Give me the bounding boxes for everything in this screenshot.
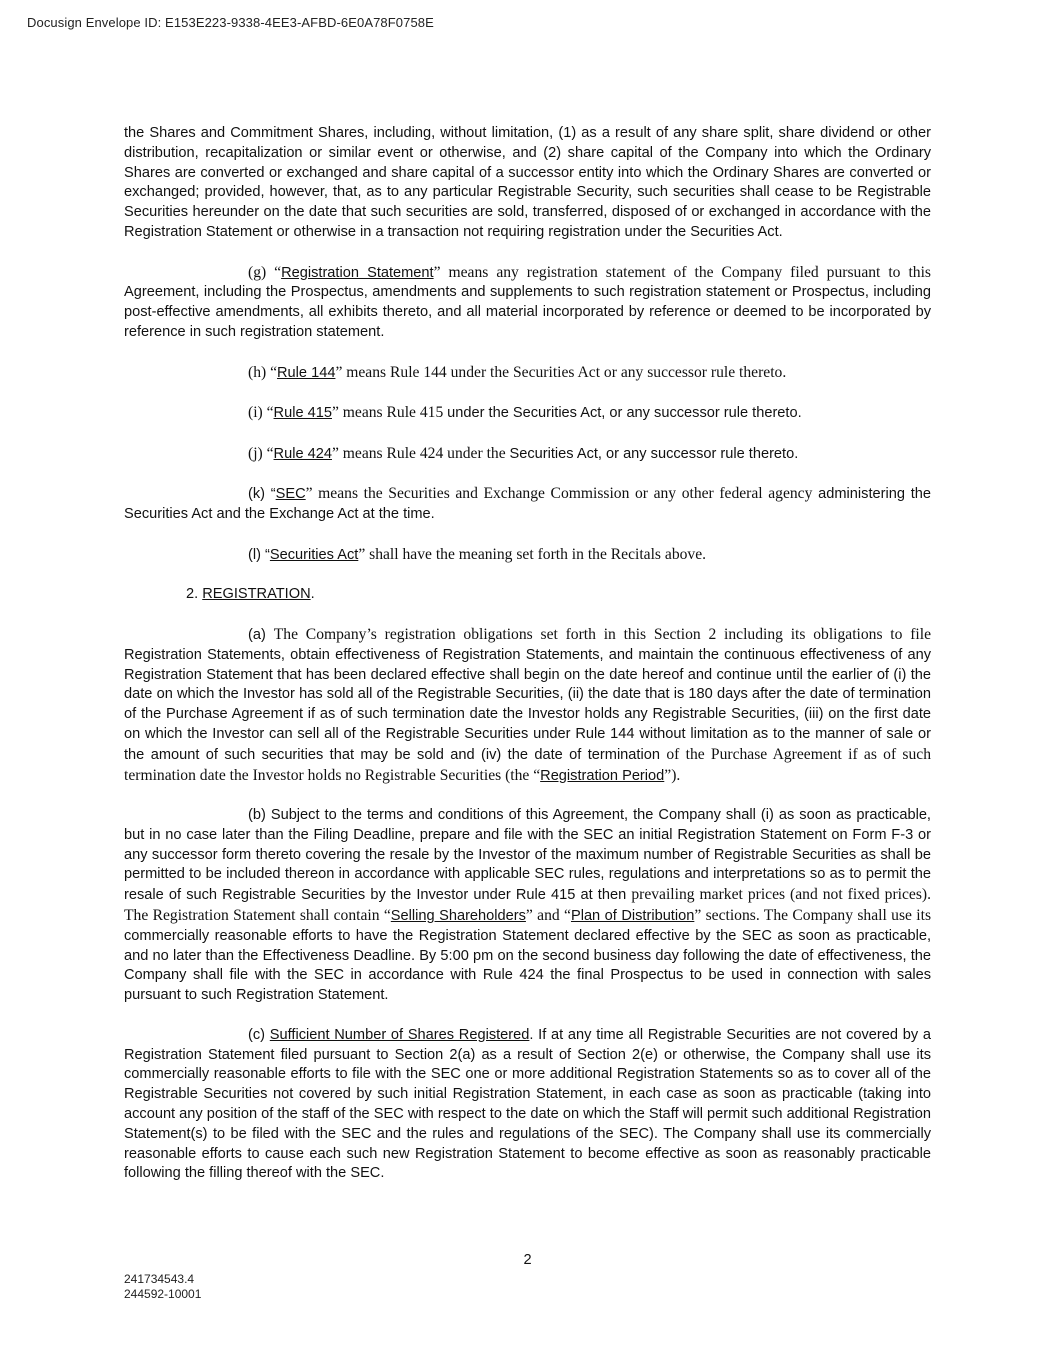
section-period: .	[310, 586, 315, 603]
paragraph-a	[124, 625, 931, 786]
definition-rule-144	[124, 363, 931, 384]
def-k-term: SEC	[275, 486, 306, 503]
para-b-serif-3: ” sections. The Company shall use its	[694, 907, 932, 925]
section-heading-registration	[124, 585, 931, 605]
para-b-serif-2: ” and “	[525, 907, 571, 925]
para-a-body: Registration Statements, obtain effectiveness of Registration Statements, and maintain the continuous effectiveness of any Registration Statement that has been declared effective shall begin on the date hereof and continue until the earlier of (i) the date on which the Investor has sold all of the Registrable Securities, (ii) the date that is 180 days after the date of termination of the Purchase Agreement if as of such termination date the Investor holds any Registrable Securities, (iii) on the first date on which the Investor can sell all of the Registrable Securities under Rule 144 without limitation as to the manner of sale or the amount of such securities that may be sold and (iv) the date of termination	[124, 646, 931, 763]
para-c-label: (c)	[248, 1026, 270, 1043]
def-j-serif-text: ” means Rule 424 under the	[331, 444, 510, 462]
paragraph-c	[124, 1026, 931, 1184]
def-g-prefix: (g) “	[248, 263, 282, 281]
para-b-serif-1: prevailing market prices (and not fixed prices). The Registration Statement shall contain “	[124, 886, 931, 925]
def-l-term: Securities Act	[269, 546, 359, 563]
document-id-1: 241734543.4	[124, 1272, 195, 1286]
def-i-serif-text: ” means Rule 415	[331, 404, 448, 422]
def-j-prefix: (j) “	[248, 444, 274, 462]
registration-period-term: Registration Period	[540, 767, 665, 784]
def-i-term: Rule 415	[273, 405, 332, 422]
para-b-label: (b)	[248, 807, 271, 824]
def-k-rest: administering the Securities Act and the Exchange Act at the time.	[124, 486, 931, 523]
para-a-serif-text: The Company’s registration obligations set forth in this Section 2 including its obligations to file	[273, 625, 931, 643]
def-h-term: Rule 144	[277, 364, 336, 381]
intro-paragraph: the Shares and Commitment Shares, including, without limitation, (1) as a result of any share split, share dividend or other distribution, recapitalization or similar event or otherwise, and (2) share capital of the Company into which the Ordinary Shares are converted or exchanged and share capital of a successor entity into which the Ordinary Shares are converted or exchanged; provided, however, that, as to any particular Registrable Security, such securities shall cease to be Registrable Securities hereunder on the date that such securities are sold, transferred, disposed of or exchanged in accordance with the Registration Statement or otherwise in a transaction not requiring registration under the Securities Act.	[124, 125, 931, 240]
para-a-label: (a)	[248, 626, 274, 643]
selling-shareholders-term: Selling Shareholders	[390, 908, 526, 925]
document-id-2: 244592-10001	[124, 1287, 202, 1301]
page-number: 2	[523, 1252, 532, 1268]
section-number: 2.	[186, 586, 203, 603]
def-k-prefix: (k) “	[248, 486, 276, 503]
document-ids	[124, 1272, 201, 1302]
paragraph-b	[124, 806, 931, 1006]
definition-securities-act	[124, 545, 931, 566]
def-j-sans-text: Securities Act, or any successor rule thereto.	[509, 445, 799, 462]
def-l-text: ” shall have the meaning set forth in the Recitals above.	[358, 545, 707, 563]
section-title: REGISTRATION	[202, 586, 311, 603]
def-g-serif-text: ” means any registration statement of the Company filed pursuant to this	[433, 263, 931, 281]
def-i-sans-text: under the Securities Act, or any successor rule thereto.	[447, 405, 802, 422]
plan-of-distribution-term: Plan of Distribution	[570, 908, 695, 925]
def-g-rest: Agreement, including the Prospectus, amendments and supplements to such registration statement or Prospectus, including post-effective amendments, all exhibits thereto, and all material incorporated by reference or deemed to be incorporated by reference in such registration statement.	[124, 284, 931, 340]
para-a-close: ”).	[664, 766, 681, 784]
definition-rule-424	[124, 444, 931, 465]
docusign-envelope-id: Docusign Envelope ID: E153E223-9338-4EE3-AFBD-6E0A78F0758E	[27, 15, 434, 30]
para-b-tail: commercially reasonable efforts to have the Registration Statement declared effective by the SEC as soon as practicable, and no later than the Effectiveness Deadline. By 5:00 pm on the second business day following the date of effectiveness, the Company shall file with the SEC in accordance with Rule 424 the final Prospectus to be used in connection with sales pursuant to such Registration Statement.	[124, 927, 931, 1004]
document-body	[124, 124, 931, 1184]
def-k-serif-text: ” means the Securities and Exchange Commission or any other federal agency	[305, 485, 813, 503]
definition-sec	[124, 484, 931, 525]
def-i-prefix: (i) “	[248, 404, 274, 422]
def-g-term: Registration Statement	[281, 264, 434, 281]
para-a-serif-tail: of the Purchase Agreement if as of such termination date the Investor holds no Registrable Securities (the “	[124, 745, 931, 784]
def-h-text: ” means Rule 144 under the Securities Act or any successor rule thereto.	[335, 363, 787, 381]
def-j-term: Rule 424	[273, 445, 332, 462]
definition-registration-statement	[124, 263, 931, 343]
definition-rule-415	[124, 403, 931, 424]
def-h-prefix: (h) “	[248, 363, 278, 381]
para-c-body: . If at any time all Registrable Securities are not covered by a Registration Statement filed pursuant to Section 2(a) as a result of Section 2(e) or otherwise, the Company shall use its commercially reasonable efforts to file with the SEC one or more additional Registration Statements so as to cover all of the Registrable Securities not covered by such initial Registration Statement, in each case as soon as practicable (taking into account any position of the staff of the SEC with respect to the date on which the Staff will permit such additional Registration Statement(s) to be filed with the SEC and the rules and regulations of the SEC). The Company shall use its commercially reasonable efforts to cause each such new Registration Statement to become effective as soon as reasonably practicable following the filling thereof with the SEC.	[124, 1026, 931, 1182]
def-l-prefix: (l) “	[248, 546, 270, 563]
sufficient-shares-term: Sufficient Number of Shares Registered	[269, 1026, 530, 1043]
para-b-body: Subject to the terms and conditions of this Agreement, the Company shall (i) as soon as practicable, but in no case later than the Filing Deadline, prepare and file with the SEC an initial Registration Statement on Form F-3 or any successor form thereto covering the resale by the Investor of the maximum number of Registrable Securities as shall be permitted to be included thereon in accordance with applicable SEC rules, regulations and interpretations so as to permit the resale of such Registrable Securities by the Investor under Rule 415 at then	[124, 807, 931, 904]
